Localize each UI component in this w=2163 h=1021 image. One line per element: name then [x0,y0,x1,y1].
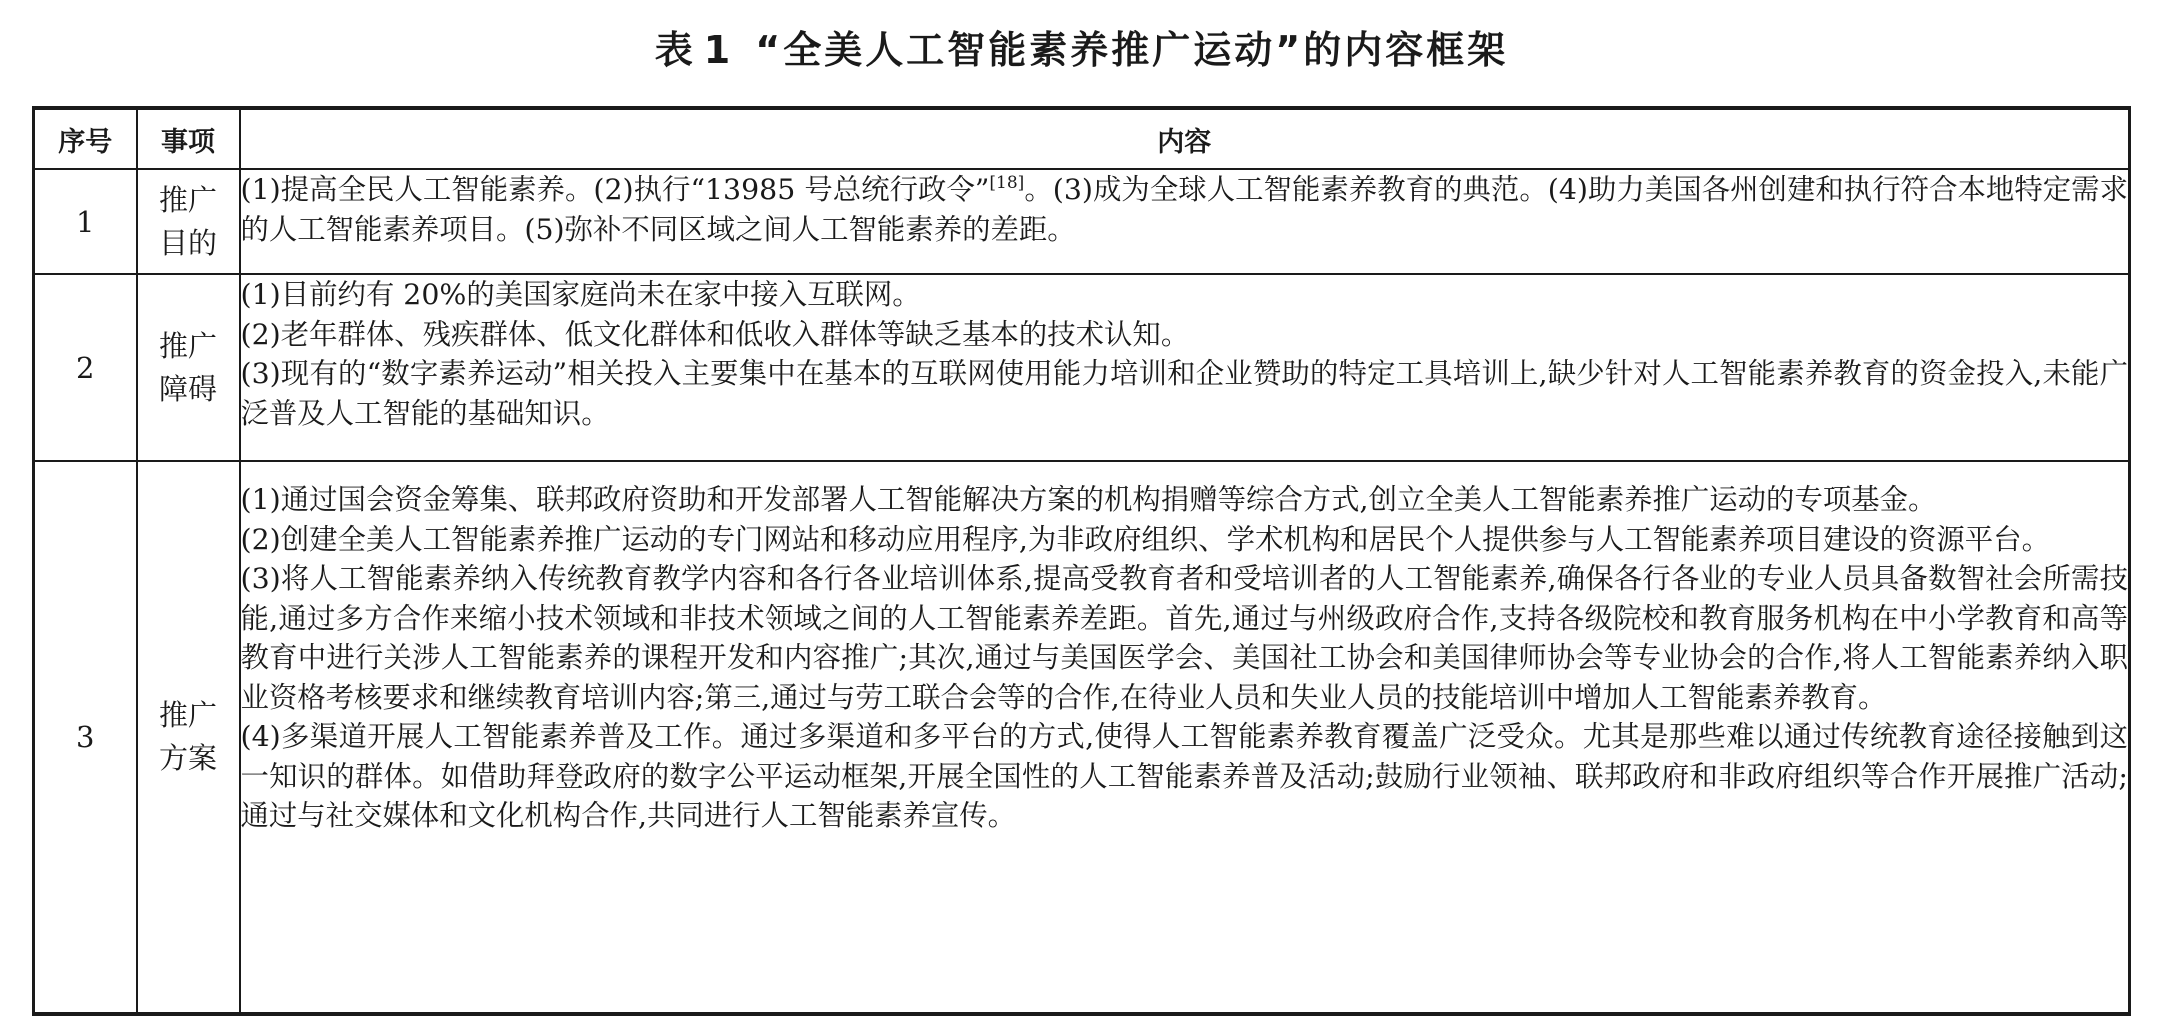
row-2-item-line-1: 推广 [158,328,217,363]
row-2-item-line-2: 障碍 [158,371,217,406]
table-row [34,169,2130,274]
row-2-paragraph-2: (2)老年群体、残疾群体、低文化群体和低收入群体等缺乏基本的技术认知。 [240,317,1190,351]
content-framework-table [32,106,2131,1016]
row-3-item-line-1: 推广 [158,698,217,732]
row-3-paragraph-2: (2)创建全美人工智能素养推广运动的专门网站和移动应用程序,为非政府组织、学术机构和居民个人提供参与人工智能素养项目建设的资源平台。 [240,522,2050,556]
row-1-paragraph [241,170,2129,249]
row-1-item-line-2: 目的 [158,225,217,260]
caption-title: “全美人工智能素养推广运动”的内容框架 [755,28,1509,72]
row-2-seq: 2 [34,274,137,461]
row-2-item [137,274,240,461]
table-row [34,461,2130,1014]
row-1-seq: 1 [34,169,137,274]
row-3-item-line-2: 方案 [158,741,217,775]
row-1-text-part-1: (1)提高全民人工智能素养。(2)执行“13985 号总统行政令” [240,173,990,206]
table-caption [0,28,2163,74]
row-1-text-part-2: 。(3)成为全球人工智能素养教育的典范。(4)助力美国各州创建和执行符合本地特定需求的人工智能素养项目。(5)弥补不同区域之间人工智能素养的差距。 [240,173,2128,246]
table-header-row [34,108,2130,169]
header-content: 内容 [240,108,2130,169]
row-1-content [240,169,2130,274]
caption-number: 1 [703,28,734,72]
header-seq: 序号 [34,108,137,169]
table-row [34,274,2130,461]
row-3-item [137,461,240,1014]
row-3-paragraph-3: (3)将人工智能素养纳入传统教育教学内容和各行各业培训体系,提高受教育者和受培训者的人工智能素养,确保各行各业的专业人员具备数智社会所需技能,通过多方合作来缩小技术领域和非技术领域之间的人工智能素养差距。首先,通过与州级政府合作,支持各级院校和教育服务机构在中小学教育和高等教育中进行关涉人工智能素养的课程开发和内容推广;其次,通过与美国医学会、美国社工协会和美国律师协会等专业协会的合作,将人工智能素养纳入职业资格考核要求和继续教育培训内容;第三,通过与劳工联合会等的合作,在待业人员和失业人员的技能培训中增加人工智能素养教育。 [240,562,2128,714]
row-1-item-line-1: 推广 [158,182,217,217]
row-2-content [240,274,2130,461]
row-3-content [240,461,2130,1014]
citation-reference: [18] [989,173,1025,193]
row-1-item [137,169,240,274]
row-2-paragraph-3: (3)现有的“数字素养运动”相关投入主要集中在基本的互联网使用能力培训和企业赞助的特定工具培训上,缺少针对人工智能素养教育的资金投入,未能广泛普及人工智能的基础知识。 [240,357,2128,430]
caption-prefix: 表 [654,28,696,72]
row-2-paragraph-1: (1)目前约有 20%的美国家庭尚未在家中接入互联网。 [240,278,921,311]
header-item: 事项 [137,108,240,169]
row-3-seq: 3 [34,461,137,1014]
row-3-paragraph-1: (1)通过国会资金筹集、联邦政府资助和开发部署人工智能解决方案的机构捐赠等综合方式,创立全美人工智能素养推广运动的专项基金。 [240,483,1937,516]
row-3-paragraph-4: (4)多渠道开展人工智能素养普及工作。通过多渠道和多平台的方式,使得人工智能素养教育覆盖广泛受众。尤其是那些难以通过传统教育途径接触到这一知识的群体。如借助拜登政府的数字公平运动框架,开展全国性的人工智能素养普及活动;鼓励行业领袖、联邦政府和非政府组织等合作开展推广活动;通过与社交媒体和文化机构合作,共同进行人工智能素养宣传。 [240,720,2128,832]
